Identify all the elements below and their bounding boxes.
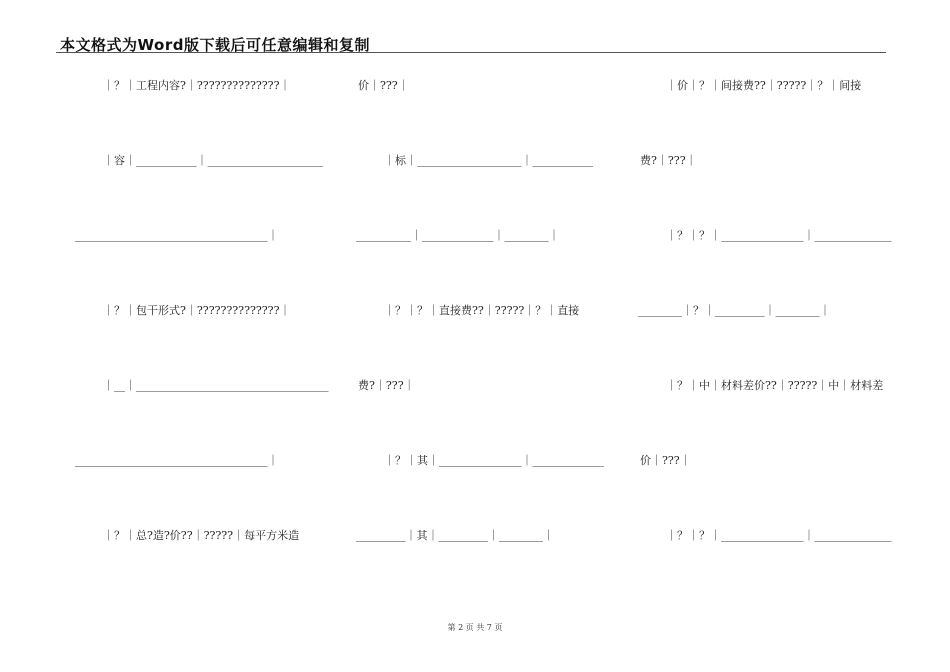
- text-line: ｜？｜工程内容?｜??????????????｜: [103, 79, 291, 92]
- text-line: ｜？｜中｜材料差价??｜?????｜中｜材料差: [666, 379, 884, 392]
- text-line: 价｜???｜: [358, 79, 409, 92]
- text-line: ｜？｜？｜直接费??｜?????｜？｜直接: [384, 304, 580, 317]
- text-line: ｜？｜？｜_______________｜______________: [666, 229, 892, 242]
- text-line: 费?｜???｜: [358, 379, 415, 392]
- text-line: ｜？｜包干形式?｜??????????????｜: [103, 304, 291, 317]
- text-line: ___________________________________｜: [75, 229, 279, 242]
- page-header-title: 本文格式为Word版下载后可任意编辑和复制: [60, 36, 370, 54]
- text-line: _________｜其｜_________｜________｜: [356, 529, 554, 542]
- text-line: ｜价｜？｜间接费??｜?????｜？｜间接: [666, 79, 862, 92]
- text-line: ｜容｜___________｜_____________________: [103, 154, 323, 167]
- text-line: ｜标｜___________________｜___________: [384, 154, 593, 167]
- text-line: ｜？｜？｜_______________｜______________: [666, 529, 892, 542]
- text-line: 价｜???｜: [640, 454, 691, 467]
- text-line: ｜？｜其｜_______________｜_____________: [384, 454, 604, 467]
- text-line: 费?｜???｜: [640, 154, 697, 167]
- text-line: __________｜_____________｜________｜: [356, 229, 560, 242]
- text-line: ___________________________________｜: [75, 454, 279, 467]
- text-line: ｜？｜总?造?价??｜?????｜每平方米造: [103, 529, 300, 542]
- text-line: ________｜？｜_________｜________｜: [638, 304, 831, 317]
- header-rule: [56, 52, 886, 53]
- text-line: ｜__｜___________________________________: [103, 379, 329, 392]
- page-footer: 第 2 页 共 7 页: [447, 623, 503, 632]
